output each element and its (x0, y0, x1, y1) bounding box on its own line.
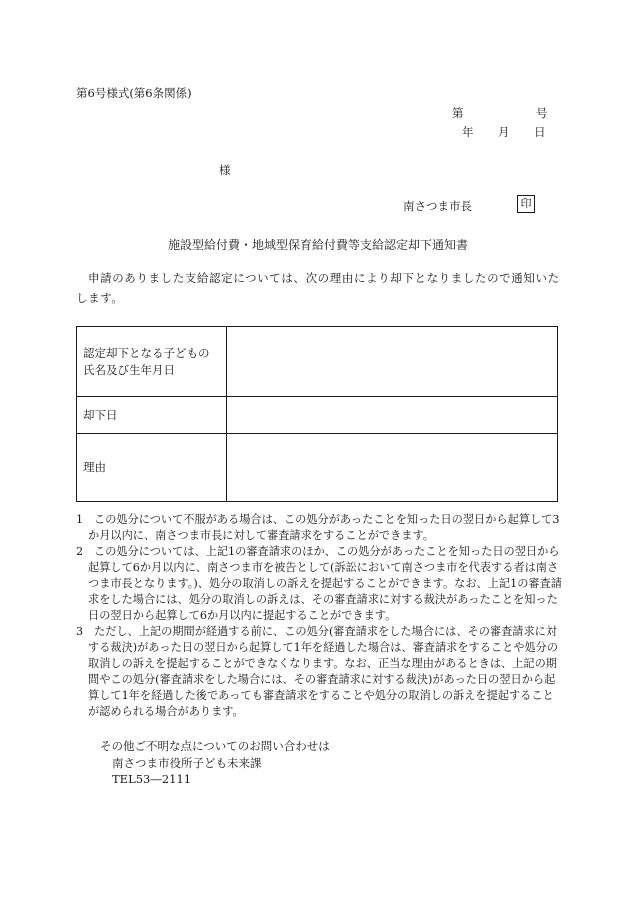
date-year-label: 年 (462, 125, 474, 139)
table-row-rejection-date (77, 397, 558, 434)
document-number-label: 第 (452, 106, 464, 120)
intro-paragraph: 申請のありました支給認定については、次の理由により却下となりましたので通知いたします。 (76, 271, 560, 305)
document-number-suffix: 号 (536, 106, 548, 120)
rejection-date-label: 却下日 (77, 397, 227, 434)
child-label-cell (77, 327, 227, 397)
note-number: 3 (76, 625, 84, 638)
detail-table (76, 326, 558, 502)
rejection-date-value (227, 397, 558, 434)
child-value-cell (227, 327, 558, 397)
form-number: 第6号様式(第6条関係) (76, 86, 192, 100)
note-text: この処分について不服がある場合は、この処分があったことを知った日の翌日から起算して3か月以内に、南さつま市長に対して審査請求をすることができます。 (88, 513, 560, 542)
reason-label: 理由 (77, 434, 227, 502)
recipient-honorific: 様 (219, 163, 231, 177)
child-label-line1: 認定却下となる子どもの (83, 345, 210, 360)
document-title: 施設型給付費・地域型保育給付費等支給認定却下通知書 (168, 238, 469, 252)
contact-phone: TEL53―2111 (112, 772, 192, 786)
table-row-child (77, 327, 558, 397)
note-number: 2 (76, 545, 84, 558)
issuer-title: 南さつま市長 (403, 199, 472, 213)
child-label-line2: 氏名及び生年月日 (83, 362, 175, 377)
date-day-label: 日 (534, 125, 546, 139)
table-row-reason (77, 434, 558, 502)
date-month-label: 月 (498, 125, 510, 139)
note-item (76, 544, 562, 624)
note-item (76, 512, 562, 544)
seal-mark: 印 (517, 195, 535, 213)
contact-heading: その他ご不明な点についてのお問い合わせは (100, 739, 330, 753)
reason-value (227, 434, 558, 502)
note-text: ただし、上記の期間が経過する前に、この処分(審査請求をした場合には、その審査請求に対する裁決)があった日の翌日から起算して1年を経過した場合は、審査請求をすることや処分の取消しの訴えを提起することができなくなります。なお、正当な理由があるときは、上記の期間やこの処分(審査請求をした場合には、その審査請求に対する裁決)があった日の翌日から起算して1年を経過した後であっても審査請求をすることや処分の取消しの訴えを提起することが認められる場合があります。 (88, 625, 559, 718)
note-text: この処分については、上記1の審査請求のほか、この処分があったことを知った日の翌日から起算して6か月以内に、南さつま市を被告として(訴訟において南さつま市を代表する者は南さつま市長となります。)、処分の取消しの訴えを提起することができます。なお、上記1の審査請求をした場合には、処分の取消しの訴えは、その審査請求に対する裁決があったことを知った日の翌日から起算して6か月以内に提起することができます。 (88, 545, 562, 622)
note-item (76, 624, 562, 720)
contact-department: 南さつま市役所子ども未来課 (112, 756, 262, 770)
note-number: 1 (76, 513, 84, 526)
notes-section (76, 512, 562, 720)
